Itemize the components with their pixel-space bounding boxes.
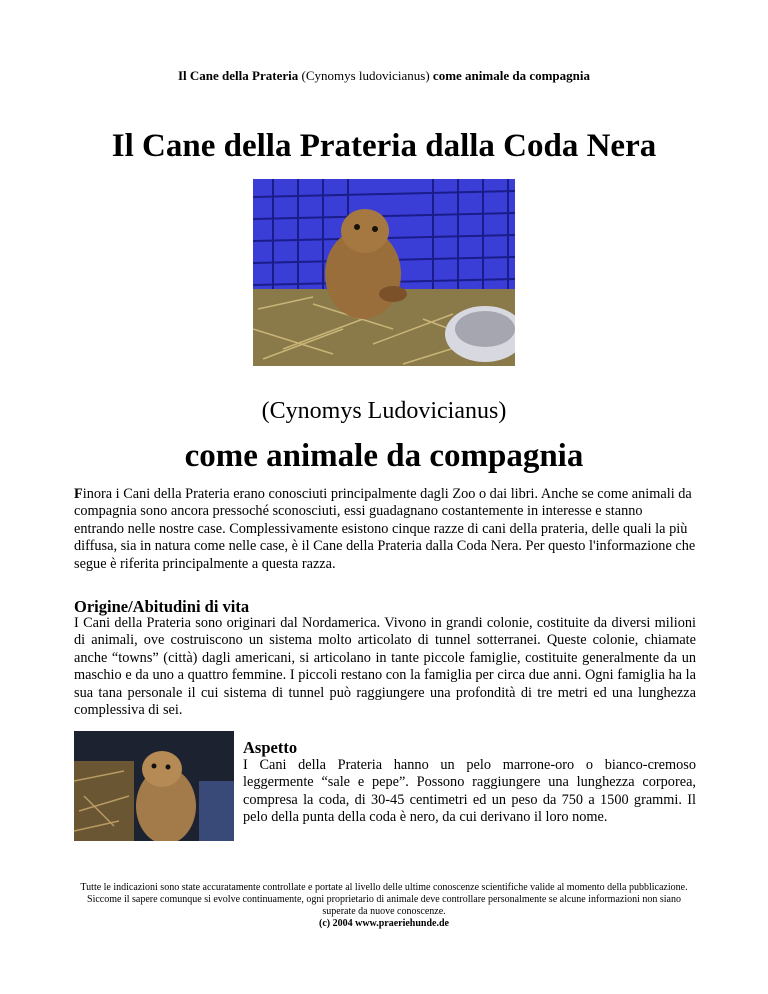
prairie-dog-photo-main bbox=[253, 179, 515, 366]
intro-text: inora i Cani della Prateria erano conosciuti principalmente dagli Zoo o dai libri. Anche se come animali da compagnia sono ancora pressoché sconosciuti, essi guadagnano costantemente in interesse e stanno entrando nelle nostre case. Complessivamente esistono cinque razze di cani della prateria, delle quali la più diffusa, sia in natura come nelle case, è il Cane della Prateria dalla Coda Nera. Per questo l'informazione che segue è riferita principalmente a questa razza. bbox=[74, 486, 696, 572]
intro-initial-letter: F bbox=[74, 486, 83, 502]
origin-heading: Origine/Abitudini di vita bbox=[74, 597, 250, 616]
footer-disclaimer: Tutte le indicazioni sono state accuratamente controllate e portate al livello delle ultime conoscenze scientifiche valide al momento della pubblicazione. Siccome il sapere comunque si evolve continuamente, ogni proprietario di animale deve controllare personalmente se alcune informazioni non siano superate da nuove conoscenze. bbox=[80, 882, 688, 917]
running-header bbox=[0, 68, 768, 84]
header-bold-part: Il Cane della Prateria bbox=[178, 68, 299, 83]
origin-paragraph: I Cani della Prateria sono originari dal Nordamerica. Vivono in grandi colonie, costituite da diversi milioni di animali, ove costruiscono un sistema molto articolato di tunnel sotterranei. Queste colonie, chiamate anche “towns” (città) dagli americani, si articolano in tante piccole famiglie, costituite generalmente da un maschio e da uno a quattro femmine. I piccoli restano con la famiglia per circa due anni. Ogni famiglia ha la sua tana personale il cui sistema di tunnel può raggiungere una profondità di tre metri ed una lunghezza complessiva di sei. bbox=[74, 615, 696, 719]
header-latin-name: (Cynomys ludovicianus) bbox=[301, 68, 430, 83]
page-title: Il Cane della Prateria dalla Coda Nera bbox=[111, 128, 657, 164]
aspetto-heading: Aspetto bbox=[243, 738, 298, 757]
header-bold-part-2: come animale da compagnia bbox=[432, 68, 590, 83]
prairie-dog-photo-small bbox=[74, 731, 234, 841]
aspetto-paragraph: I Cani della Prateria hanno un pelo marrone-oro o bianco-cremoso leggermente “sale e pepe”. Possono raggiungere una lunghezza corporea, compresa la coda, di 30-45 centimetri ed un peso da 750 a 1500 grammi. Il pelo della punta della coda è nero, da cui derivano il loro nome. bbox=[243, 757, 696, 826]
footer-copyright: (c) 2004 www.praeriehunde.de bbox=[319, 918, 449, 929]
latin-name-subtitle: (Cynomys Ludovicianus) bbox=[261, 398, 507, 424]
footer bbox=[80, 882, 688, 930]
main-subtitle: come animale da compagnia bbox=[184, 438, 584, 474]
intro-paragraph bbox=[74, 486, 696, 573]
